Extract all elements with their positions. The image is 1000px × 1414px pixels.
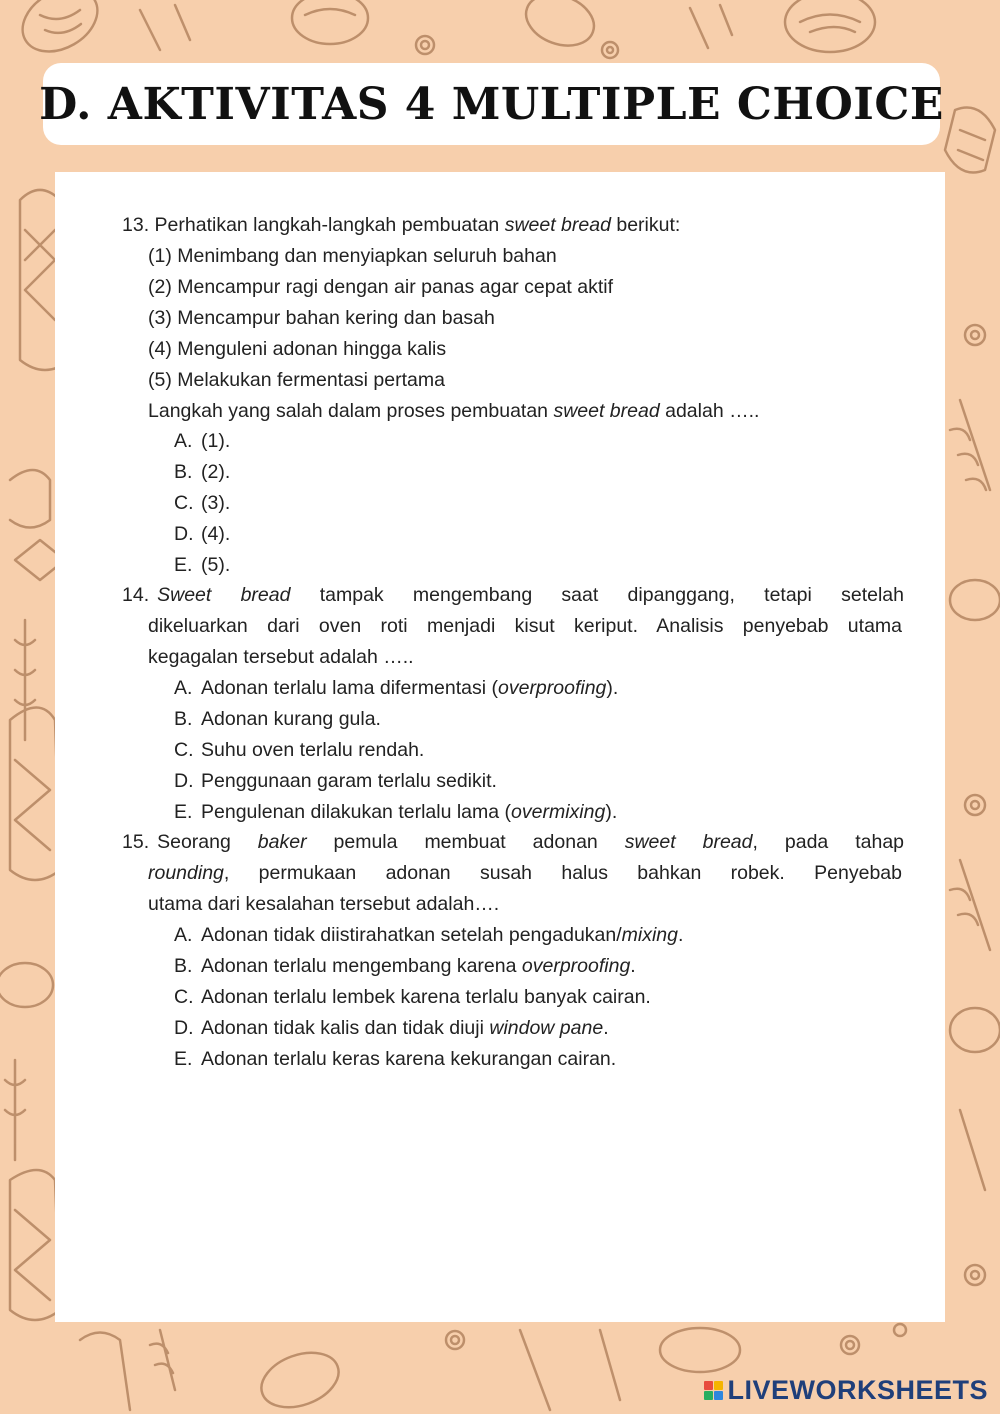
logo-tile-l [704,1381,713,1390]
option-e[interactable]: E. Pengulenan dilakukan terlalu lama (overmixing). [174,801,618,823]
page-title: D. AKTIVITAS 4 MULTIPLE CHOICE [39,78,944,130]
question-prompt: Langkah yang salah dalam proses pembuatan sweet bread adalah ….. [148,400,760,422]
option-a[interactable]: A. (1). [174,430,231,452]
step-item: (1) Menimbang dan menyiapkan seluruh bahan [148,245,557,267]
question-number: 15. [122,831,150,853]
logo-tile-i [714,1381,723,1390]
step-item: (3) Mencampur bahan kering dan basah [148,307,495,329]
option-b[interactable]: B. (2). [174,461,231,483]
question-stem: 13. Perhatikan langkah-langkah pembuatan sweet bread berikut: [122,210,680,241]
option-a[interactable]: A. Adonan tidak diistirahatkan setelah pengadukan/mixing. [174,924,684,946]
option-d[interactable]: D. Penggunaan garam terlalu sedikit. [174,770,497,792]
logo-tile-e [714,1391,723,1400]
option-d[interactable]: D. Adonan tidak kalis dan tidak diuji window pane. [174,1017,609,1039]
step-item: (2) Mencampur ragi dengan air panas agar cepat aktif [148,276,614,298]
question-number: 13. [122,214,150,236]
option-b[interactable]: B. Adonan terlalu mengembang karena overproofing. [174,955,636,977]
question-stem: 14. Sweet bread tampak mengembang saat dipanggang, tetapi setelah [122,580,904,611]
option-c[interactable]: C. Adonan terlalu lembek karena terlalu banyak cairan. [174,986,651,1008]
option-a[interactable]: A. Adonan terlalu lama difermentasi (overproofing). [174,677,619,699]
step-item: (5) Melakukan fermentasi pertama [148,369,445,391]
liveworksheets-logo-icon [704,1381,723,1400]
step-item: (4) Menguleni adonan hingga kalis [148,338,447,360]
option-e[interactable]: E. Adonan terlalu keras karena kekurangan cairan. [174,1048,617,1070]
question-stem-line: utama dari kesalahan tersebut adalah…. [148,893,500,915]
option-b[interactable]: B. Adonan kurang gula. [174,708,381,730]
question-stem-line: kegagalan tersebut adalah ….. [148,646,414,668]
option-c[interactable]: C. Suhu oven terlalu rendah. [174,739,425,761]
question-number: 14. [122,584,150,606]
question-stem: 15. Seorang baker pemula membuat adonan sweet bread, pada tahap [122,827,904,858]
liveworksheets-logo[interactable] [704,1375,988,1405]
question-stem-line: dikeluarkan dari oven roti menjadi kisut keriput. Analisis penyebab utama [148,615,902,637]
logo-tile-v [704,1391,713,1400]
option-c[interactable]: C. (3). [174,492,231,514]
title-banner [39,63,944,145]
option-d[interactable]: D. (4). [174,523,231,545]
liveworksheets-logo-text: LIVEWORKSHEETS [727,1374,988,1405]
option-e[interactable]: E. (5). [174,554,231,576]
question-stem-line: rounding, permukaan adonan susah halus bahkan robek. Penyebab [148,862,902,884]
